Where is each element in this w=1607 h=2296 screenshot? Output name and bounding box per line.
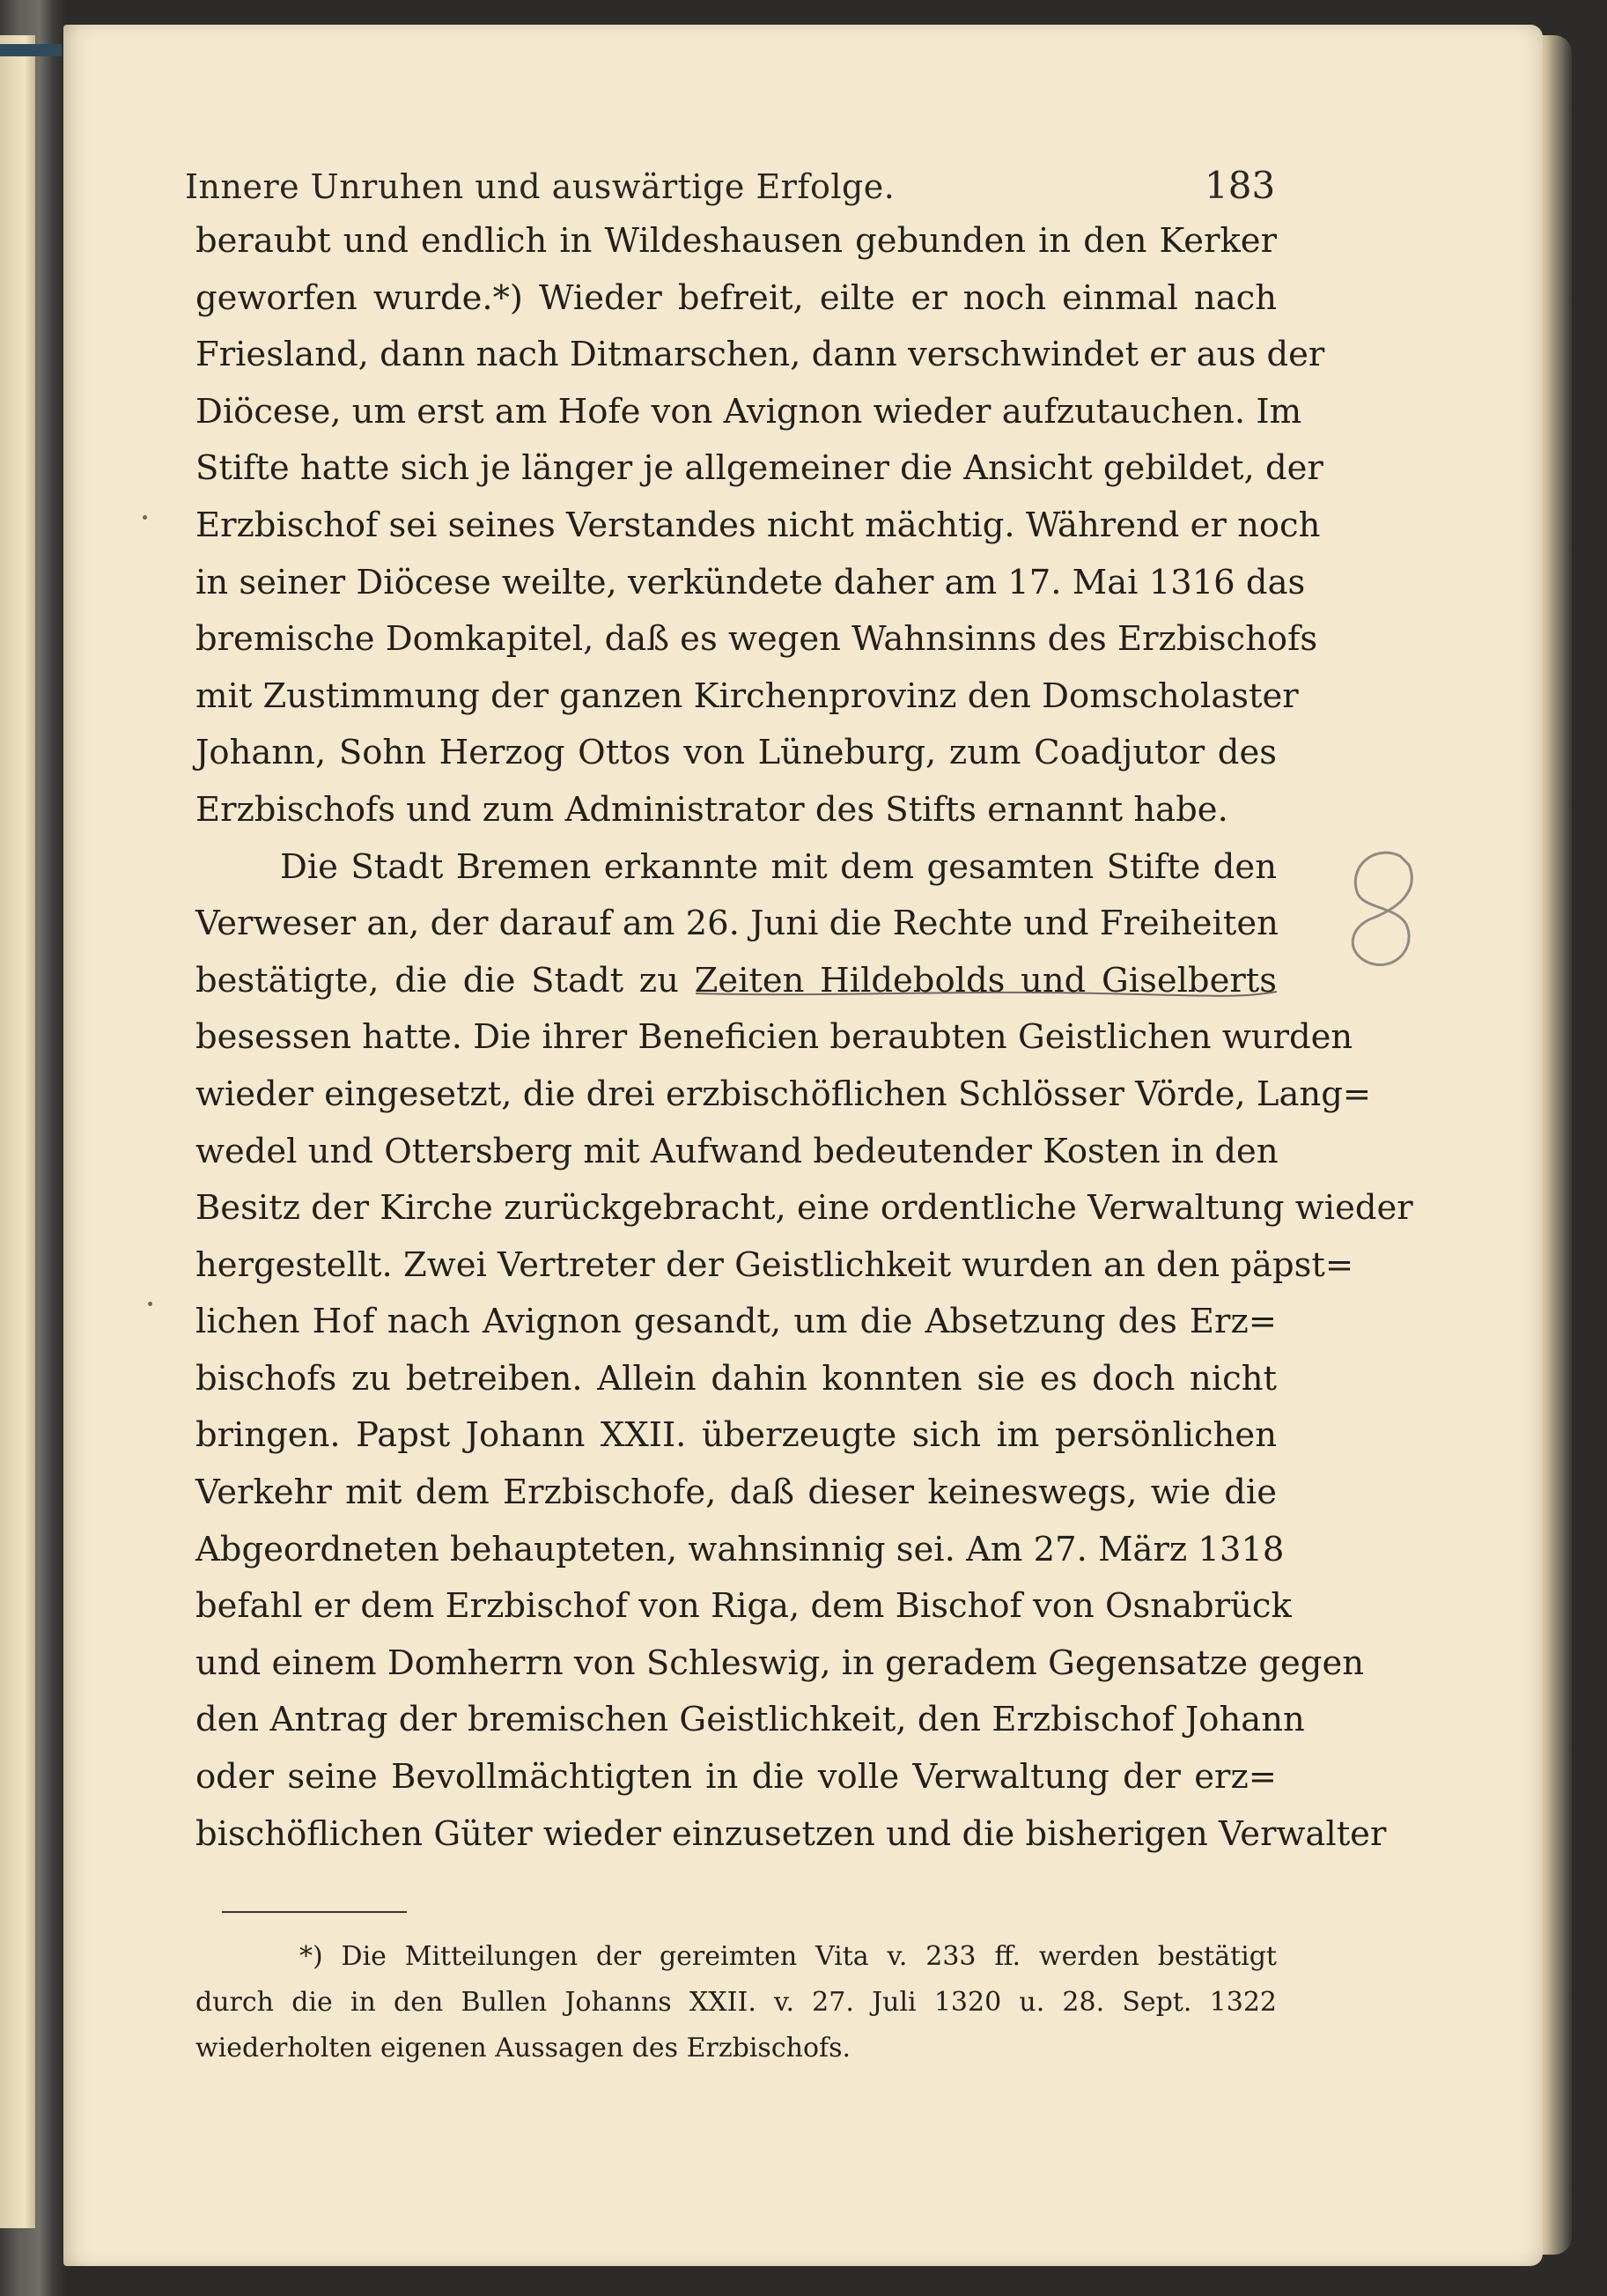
footnote-line: wiederholten eigenen Aussagen des Erzbischofs. bbox=[195, 2033, 851, 2063]
text-line: lichen Hof nach Avignon gesandt, um die Absetzung des Erz= bbox=[195, 1302, 1277, 1342]
text-line: beraubt und endlich in Wildeshausen gebunden in den Kerker bbox=[195, 221, 1277, 261]
text-line: besessen hatte. Die ihrer Beneficien beraubten Geistlichen wurden bbox=[195, 1017, 1353, 1058]
text-line: Diöcese, um erst am Hofe von Avignon wieder aufzutauchen. Im bbox=[195, 391, 1302, 432]
pencil-underline bbox=[696, 985, 1277, 1004]
margin-dot bbox=[148, 1302, 152, 1306]
text-line: Abgeordneten behaupteten, wahnsinnig sei. Am 27. März 1318 bbox=[195, 1529, 1285, 1569]
text-line: wedel und Ottersberg mit Aufwand bedeutender Kosten in den bbox=[195, 1131, 1279, 1171]
text-line: oder seine Bevollmächtigten in die volle Verwaltung der erz= bbox=[195, 1757, 1277, 1798]
text-line: bischöflichen Güter wieder einzusetzen und die bisherigen Verwalter bbox=[195, 1813, 1387, 1854]
footnote-line: *) Die Mitteilungen der gereimten Vita v. 233 ff. werden bestätigt bbox=[299, 1941, 1277, 1972]
running-head: Innere Unruhen und auswärtige Erfolge. bbox=[185, 167, 896, 206]
text-line: befahl er dem Erzbischof von Riga, dem Bischof von Osnabrück bbox=[195, 1586, 1292, 1627]
pencil-annotation-icon bbox=[1338, 845, 1435, 978]
text-line: Die Stadt Bremen erkannte mit dem gesamten Stifte den bbox=[280, 846, 1277, 887]
bookmark-ribbon bbox=[0, 44, 62, 56]
text-line: Stifte hatte sich je länger je allgemeiner die Ansicht gebildet, der bbox=[195, 448, 1323, 489]
text-line: wieder eingesetzt, die drei erzbischöflichen Schlösser Vörde, Lang= bbox=[195, 1074, 1372, 1114]
margin-dot bbox=[143, 515, 147, 520]
text-line: geworfen wurde.*) Wieder befreit, eilte er noch einmal nach bbox=[195, 277, 1277, 318]
page-number: 183 bbox=[1205, 164, 1276, 207]
text-line: den Antrag der bremischen Geistlichkeit, den Erzbischof Johann bbox=[195, 1700, 1305, 1740]
text-line: bremische Domkapitel, daß es wegen Wahnsinns des Erzbischofs bbox=[195, 619, 1318, 660]
text-line: bringen. Papst Johann XXII. überzeugte sich im persönlichen bbox=[195, 1415, 1277, 1456]
text-line: und einem Domherrn von Schleswig, in geradem Gegensatze gegen bbox=[195, 1643, 1365, 1683]
text-line: bischofs zu betreiben. Allein dahin konnten sie es doch nicht bbox=[195, 1358, 1277, 1399]
text-line: hergestellt. Zwei Vertreter der Geistlichkeit wurden an den päpst= bbox=[195, 1244, 1354, 1285]
text-line: Verkehr mit dem Erzbischofe, daß dieser keineswegs, wie die bbox=[195, 1473, 1277, 1513]
text-line: Johann, Sohn Herzog Ottos von Lüneburg, zum Coadjutor des bbox=[195, 733, 1277, 773]
text-line: in seiner Diöcese weilte, verkündete daher am 17. Mai 1316 das bbox=[195, 562, 1306, 602]
facing-page-edge bbox=[0, 35, 35, 2228]
body-text bbox=[195, 213, 1413, 1863]
text-line: Erzbischof sei seines Verstandes nicht mächtig. Während er noch bbox=[195, 505, 1321, 545]
text-line: mit Zustimmung der ganzen Kirchenprovinz den Domscholaster bbox=[195, 676, 1299, 716]
text-line: Friesland, dann nach Ditmarschen, dann verschwindet er aus der bbox=[195, 335, 1325, 375]
text-line: Besitz der Kirche zurückgebracht, eine ordentliche Verwaltung wieder bbox=[195, 1188, 1413, 1229]
text-line: Verweser an, der darauf am 26. Juni die Rechte und Freiheiten bbox=[195, 904, 1279, 944]
footnotes bbox=[195, 1934, 1277, 2071]
text-line: Erzbischofs und zum Administrator des Stifts ernannt habe. bbox=[195, 789, 1228, 830]
text-line: bestätigte, die die Stadt zu Zeiten Hildebolds und Giselberts bbox=[195, 960, 1277, 1000]
footnote-line: durch die in den Bullen Johanns XXII. v. 27. Juli 1320 u. 28. Sept. 1322 bbox=[195, 1987, 1277, 2018]
footnote-rule bbox=[222, 1911, 407, 1913]
